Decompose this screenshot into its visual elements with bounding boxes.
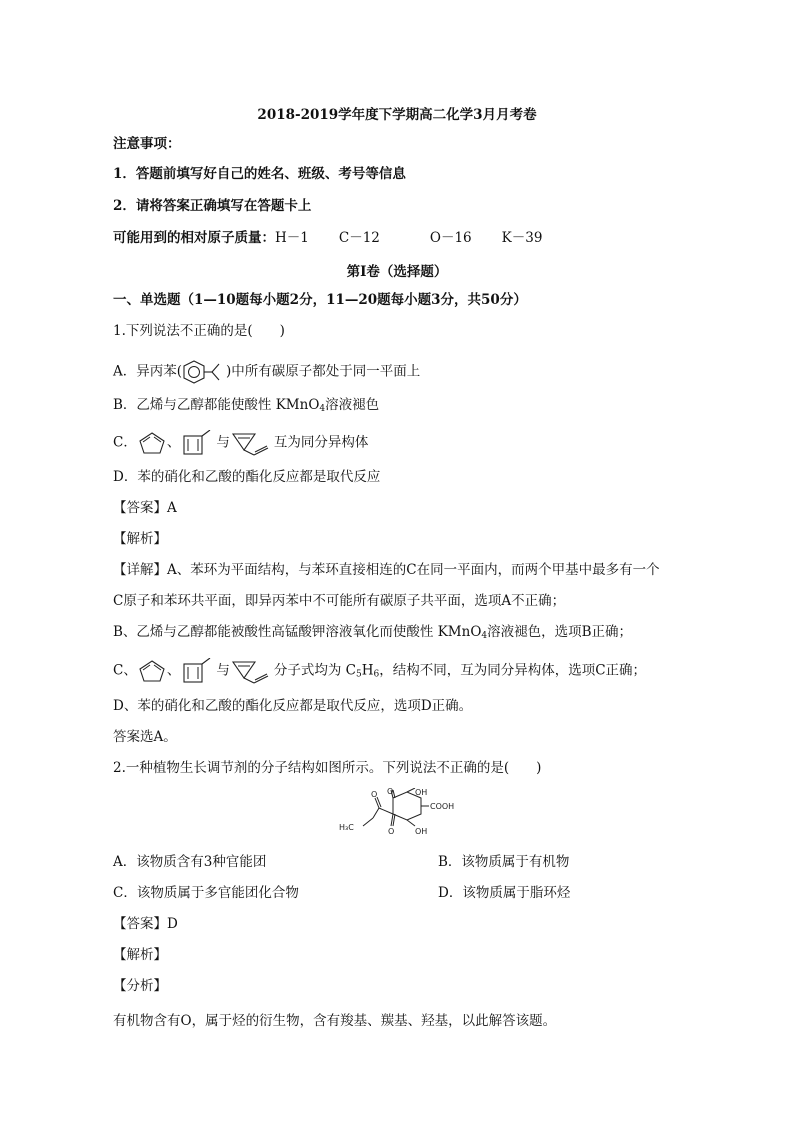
q1-detail-4-mid: 分子式均为 C [273, 662, 356, 679]
q2-fenxi: 【分析】 [113, 978, 167, 994]
q1-detail-3-text: B、乙烯与乙醇都能被酸性高锰酸钾溶液氧化而使酸性 KMnO [113, 624, 482, 640]
methylcyclobutadiene-structure-2 [180, 658, 216, 684]
q2-stem: 2.一种植物生长调节剂的分子结构如图所示。下列说法不正确的是( ) [113, 760, 542, 776]
section-title: 一、单选题（1—10题每小题2分，11—20题每小题3分，共50分） [113, 292, 527, 308]
q1-stem: 1.下列说法不正确的是( ) [113, 323, 285, 339]
atomic-masses-label: 可能用到的相对原子质量： [113, 230, 275, 246]
q1-option-d: D．苯的硝化和乙酸的酯化反应都是取代反应 [113, 469, 381, 485]
notice-item-2: 2．请将答案正确填写在答题卡上 [113, 198, 312, 214]
q1-detail-4-prefix: C、 [113, 662, 137, 679]
q1-detail-4-h: H [361, 662, 374, 679]
q1-b-tail: 溶液褪色 [325, 397, 380, 413]
vinylcyclopropene-structure-2 [230, 658, 274, 684]
struct-ch3: H₃C [339, 823, 354, 832]
q1-detail-1: 【详解】A、苯环为平面结构，与苯环直接相连的C在同一平面内，而两个甲基中最多有一个 [113, 562, 660, 578]
notice-heading: 注意事项： [113, 136, 181, 152]
q2-option-a: A．该物质含有3种官能团 [113, 854, 267, 870]
mass-c: C－12 [338, 230, 380, 246]
q1-a-suffix: )中所有碳原子都处于同一平面上 [226, 363, 421, 380]
q1-option-b [113, 396, 379, 418]
struct-o3: O [388, 827, 395, 836]
methylcyclobutadiene-structure [180, 430, 216, 456]
q2-option-c: C．该物质属于多官能团化合物 [113, 885, 299, 901]
vinylcyclopropene-structure [230, 430, 274, 456]
q1-b-sub: 4 [319, 404, 326, 414]
q1-detail-3 [113, 623, 632, 645]
volume-title: 第I卷（选择题） [346, 264, 448, 280]
struct-o1: O [371, 790, 378, 799]
isopropylbenzene-structure [182, 359, 226, 385]
struct-cooh: COOH [430, 802, 455, 811]
q1-c-and: 与 [216, 434, 230, 451]
q1-answer: 【答案】A [113, 500, 177, 516]
q1-c-sep: 、 [166, 434, 181, 451]
q1-detail-5: D、苯的硝化和乙酸的酯化反应都是取代反应，选项D正确。 [113, 698, 473, 714]
q2-answer: 【答案】D [113, 916, 178, 932]
q1-option-c [113, 430, 368, 456]
q1-detail-4-tail: ，结构不同，互为同分异构体，选项C正确； [379, 662, 647, 679]
atomic-masses-line [113, 229, 542, 247]
q1-analysis: 【解析】 [113, 531, 167, 547]
q1-detail-4-and: 与 [216, 662, 230, 679]
q1-detail-3-tail: 溶液褪色，选项B正确； [487, 624, 633, 640]
q1-b-text: B．乙烯与乙醇都能使酸性 KMnO [113, 397, 320, 413]
mass-h: H－1 [275, 230, 309, 246]
q1-detail-4-sep: 、 [166, 662, 181, 679]
notice-item-1: 1．答题前填写好自己的姓名、班级、考号等信息 [113, 166, 406, 182]
q1-a-prefix: A．异丙苯( [113, 363, 183, 380]
q1-detail-3-sub: 4 [481, 631, 488, 641]
struct-oh2: OH [415, 827, 428, 836]
q2-text: 有机物含有O，属于烃的衍生物，含有羧基、羰基、羟基，以此解答该题。 [113, 1013, 557, 1029]
q1-final: 答案选A。 [113, 729, 177, 745]
plant-regulator-structure [335, 788, 465, 846]
exam-title: 2018-2019学年度下学期高二化学3月月考卷 [257, 107, 537, 123]
q1-detail-4 [113, 658, 646, 684]
mass-k: K－39 [501, 230, 543, 246]
q2-option-b: B．该物质属于有机物 [438, 854, 570, 870]
struct-o2: O [387, 788, 394, 796]
cyclopentadiene-structure [137, 431, 167, 455]
q1-c-suffix: 互为同分异构体 [273, 434, 369, 451]
cyclopentadiene-structure-2 [137, 659, 167, 683]
q1-detail-4-sub1: 5 [355, 669, 362, 680]
q1-option-a [113, 359, 420, 385]
q2-analysis: 【解析】 [113, 947, 167, 963]
struct-oh1: OH [415, 788, 428, 797]
q1-detail-4-sub2: 6 [373, 669, 380, 680]
mass-o: O－16 [429, 230, 472, 246]
q1-detail-2: C原子和苯环共平面，即异丙苯中不可能所有碳原子共平面，选项A不正确； [113, 593, 566, 609]
q1-c-prefix: C． [113, 434, 137, 451]
q2-option-d: D．该物质属于脂环烃 [438, 885, 571, 901]
